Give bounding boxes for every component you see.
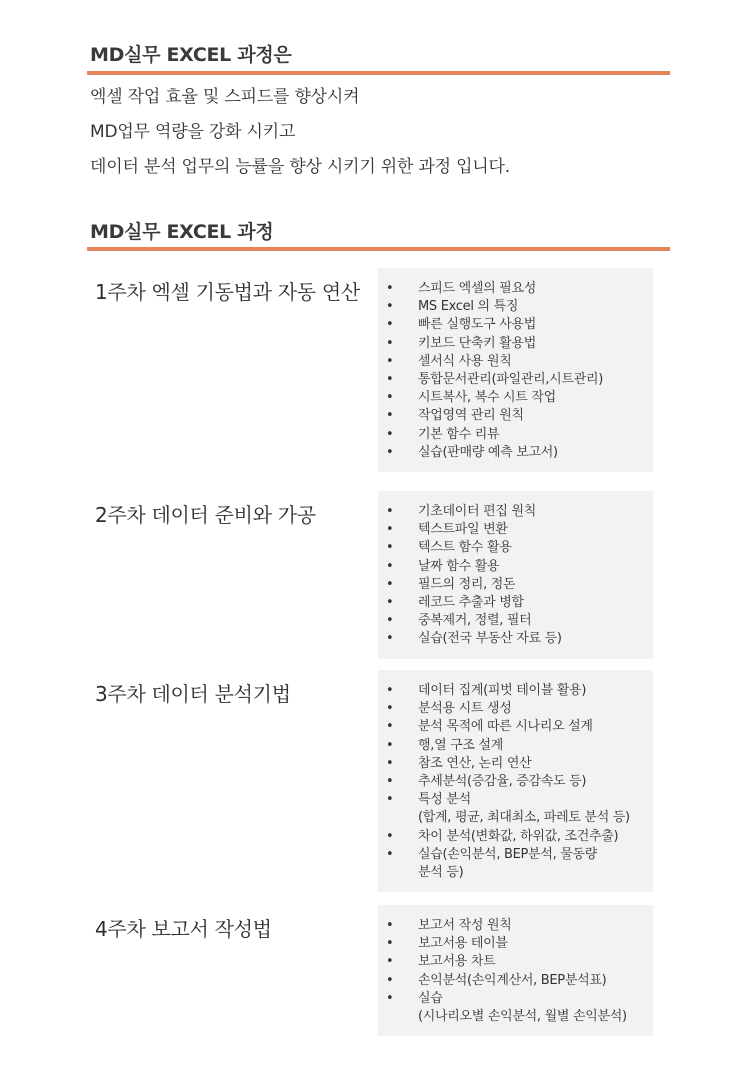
week-topics-box — [378, 491, 653, 659]
topic-text: • 행,열 구조 설계 — [418, 737, 504, 753]
topic-item — [378, 335, 653, 353]
topic-text: 분석 등) — [418, 865, 464, 881]
topic-text: • 실습(판매량 예측 보고서) — [418, 444, 558, 460]
week-title: 3주차 데이터 분석기법 — [95, 682, 291, 706]
topic-item — [378, 917, 653, 935]
topic-text: • 추세분석(증감율, 증감속도 등) — [418, 774, 587, 790]
topic-text: • 참조 연산, 논리 연산 — [418, 755, 532, 771]
topic-text: • 분석 목적에 따른 시나리오 설계 — [418, 719, 593, 735]
topic-item — [378, 935, 653, 953]
week-topic-list — [378, 280, 653, 462]
topic-text: • 차이 분석(변화값, 하위값, 조건추출) — [418, 828, 619, 844]
topic-text: • 기초데이터 편집 원칙 — [418, 504, 536, 519]
topic-item — [378, 846, 653, 882]
course-title-underline — [87, 247, 670, 251]
topic-text: • 시트복사, 복수 시트 작업 — [418, 390, 556, 406]
topic-item — [378, 990, 653, 1026]
week-title: 2주차 데이터 준비와 가공 — [95, 503, 316, 527]
topic-text: • 특성 분석 — [418, 792, 471, 808]
topic-text: • 보고서용 차트 — [418, 954, 496, 970]
topic-text: (합계, 평균, 최대최소, 파레토 분석 등) — [418, 810, 630, 826]
topic-item — [378, 755, 653, 773]
topic-text: • 키보드 단축키 활용법 — [418, 335, 536, 351]
intro-text — [90, 85, 510, 190]
topic-text: • 날짜 함수 활용 — [418, 558, 500, 574]
topic-text: • 분석용 시트 생성 — [418, 701, 512, 717]
week-topics-box — [378, 268, 653, 472]
topic-text: (시나리오별 손익분석, 월별 손익분석) — [418, 1009, 627, 1025]
topic-item — [378, 389, 653, 407]
week-topics-box — [378, 670, 653, 892]
week-title: 4주차 보고서 작성법 — [95, 917, 272, 941]
topic-item — [378, 371, 653, 389]
topic-item — [378, 576, 653, 594]
topic-text: • 실습(전국 부동산 자료 등) — [418, 631, 562, 647]
topic-text: • 보고서용 테이블 — [418, 936, 508, 952]
topic-text: • 실습 — [418, 990, 443, 1006]
topic-text: • 작업영역 관리 원칙 — [418, 408, 524, 424]
topic-item — [378, 298, 653, 316]
intro-line: 엑셀 작업 효율 및 스피드를 향상시켜 — [90, 87, 360, 107]
intro-title-underline — [87, 71, 670, 75]
topic-text: • 텍스트 함수 활용 — [418, 540, 512, 556]
topic-item — [378, 539, 653, 557]
topic-item — [378, 612, 653, 630]
topic-item — [378, 503, 653, 521]
topic-text: • 데이터 집계(피벗 테이블 활용) — [418, 683, 587, 698]
topic-item — [378, 718, 653, 736]
topic-text: • MS Excel 의 특징 — [418, 299, 519, 315]
topic-item — [378, 700, 653, 718]
topic-item — [378, 828, 653, 846]
topic-item — [378, 630, 653, 648]
week-topics-box — [378, 905, 653, 1036]
topic-text: • 보고서 작성 원칙 — [418, 918, 512, 933]
topic-text: • 스피드 엑셀의 필요성 — [418, 281, 536, 296]
topic-text: • 필드의 정리, 정돈 — [418, 576, 516, 592]
week-topic-list — [378, 682, 653, 882]
topic-item — [378, 791, 653, 827]
topic-item — [378, 444, 653, 462]
topic-item — [378, 953, 653, 971]
week-topic-list — [378, 503, 653, 649]
topic-item — [378, 773, 653, 791]
topic-text: • 텍스트파일 변환 — [418, 522, 508, 538]
intro-line: 데이터 분석 업무의 능률을 향상 시키기 위한 과정 입니다. — [90, 157, 510, 177]
topic-item — [378, 682, 653, 700]
intro-title: MD실무 EXCEL 과정은 — [90, 44, 292, 66]
topic-item — [378, 353, 653, 371]
topic-item — [378, 521, 653, 539]
topic-text: • 셀서식 사용 원칙 — [418, 353, 512, 369]
intro-line: MD업무 역량을 강화 시키고 — [90, 122, 296, 142]
topic-text: • 실습(손익분석, BEP분석, 물동량 — [418, 846, 598, 862]
topic-item — [378, 316, 653, 334]
topic-text: • 중복제거, 정렬, 필터 — [418, 613, 532, 629]
week-topic-list — [378, 917, 653, 1026]
topic-item — [378, 558, 653, 576]
topic-text: • 손익분석(손익계산서, BEP분석표) — [418, 972, 607, 988]
week-title: 1주차 엑셀 기동법과 자동 연산 — [95, 280, 360, 304]
topic-text: • 빠른 실행도구 사용법 — [418, 317, 536, 333]
topic-item — [378, 407, 653, 425]
topic-item — [378, 280, 653, 298]
course-title: MD실무 EXCEL 과정 — [90, 221, 274, 243]
topic-item — [378, 426, 653, 444]
topic-text: • 통합문서관리(파일관리,시트관리) — [418, 372, 603, 388]
topic-text: • 레코드 추출과 병합 — [418, 595, 524, 611]
topic-item — [378, 972, 653, 990]
topic-text: • 기본 함수 리뷰 — [418, 426, 500, 442]
topic-item — [378, 594, 653, 612]
topic-item — [378, 737, 653, 755]
